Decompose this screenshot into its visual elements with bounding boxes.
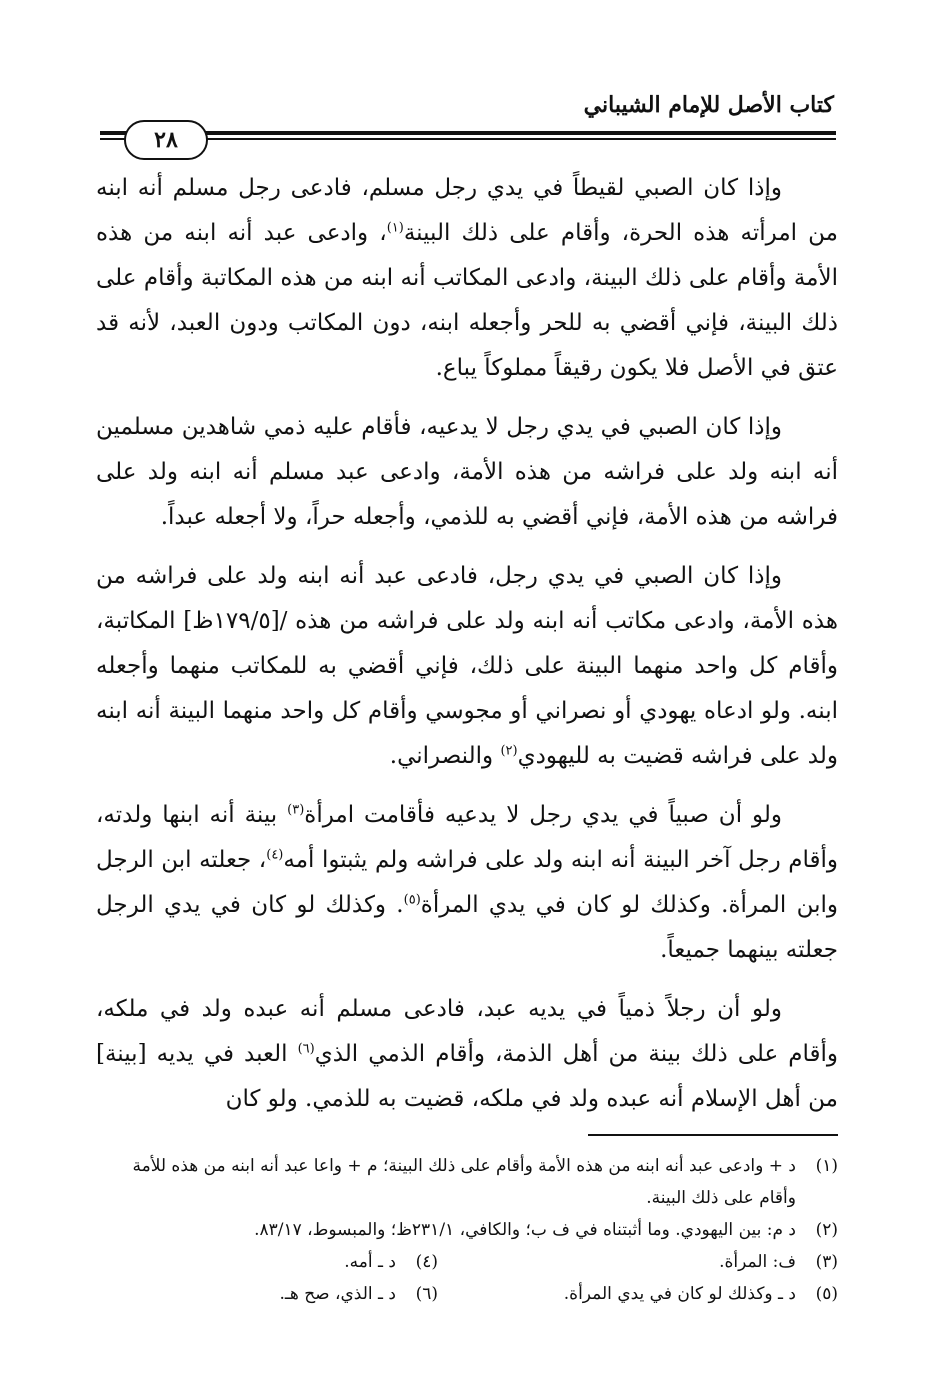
paragraph-4-part-d: . وكذلك لو كان في يدي الرجل جعلته بينهما جميعاً. <box>96 892 838 963</box>
paragraph-4-part-a: ولو أن صبياً في يدي رجل لا يدعيه فأقامت امرأة <box>304 802 782 828</box>
footnote-ref-6: (٦) <box>297 1041 315 1057</box>
footnote-ref-4: (٤) <box>266 847 284 863</box>
footnote-text: د ـ وكذلك لو كان في يدي المرأة. <box>563 1284 796 1304</box>
paragraph-1-part-b: ، وادعى عبد أنه ابنه من هذه الأمة وأقام على ذلك البينة، وادعى المكاتب أنه ابنه من هذه المكاتبة وأقام على ذلك البينة، فإني أقضي به للحر وأجعله ابنه، دون المكاتب ودون العبد، لأنه قد عتق في الأصل فلا يكون رقيقاً مملوكاً يباع. <box>96 220 838 381</box>
footnote-5 <box>498 1278 838 1310</box>
footnote-ref-1: (١) <box>386 220 404 236</box>
footnote-text: د م: بين اليهودي. وما أثبتناه في ف ب؛ والكافي، ٢٣١/١ظ؛ والمبسوط، ٨٣/١٧. <box>254 1220 796 1240</box>
footnote-text: د + وادعى عبد أنه ابنه من هذه الأمة وأقام على ذلك البينة؛ م + واعا عبد أنه ابنه من هذه للأمة وأقام على ذلك البينة. <box>132 1156 796 1208</box>
footnote-row-5-6 <box>96 1278 838 1310</box>
running-title: كتاب الأصل للإمام الشيباني <box>583 92 834 118</box>
footnote-ref-3: (٣) <box>287 802 305 818</box>
paragraph-3 <box>96 554 838 779</box>
header-rule-thin <box>100 138 836 140</box>
footnote-number: (١) <box>815 1156 838 1176</box>
footnote-ref-2: (٢) <box>500 743 518 759</box>
footnote-text: ف: المرأة. <box>719 1252 796 1272</box>
footnote-number: (٢) <box>815 1220 838 1240</box>
paragraph-2: وإذا كان الصبي في يدي رجل لا يدعيه، فأقام عليه ذمي شاهدين مسلمين أنه ابنه ولد على فراشه من هذه الأمة، وادعى عبد مسلم أنه ابنه ولد على فراشه من هذه الأمة، فإني أقضي به للذمي، وأجعله حراً، ولا أجعله عبداً. <box>96 414 838 530</box>
footnote-number: (٥) <box>815 1284 838 1304</box>
paragraph-5-part-b: العبد في يديه [بينة] من أهل الإسلام أنه عبده ولد في ملكه، قضيت به للذمي. ولو كان <box>96 1041 838 1112</box>
footnotes <box>96 1150 838 1310</box>
page-number <box>124 120 208 160</box>
footnote-number: (٦) <box>415 1284 438 1304</box>
paragraph-3-part-a: وإذا كان الصبي في يدي رجل، فادعى عبد أنه ابنه ولد على فراشه من هذه الأمة، وادعى مكاتب أنه ابنه ولد على فراشه من هذه /[١٧٩/٥ظ] المكاتبة، وأقام كل واحد منهما البينة على ذلك، فإني أقضي به للمكاتب منهما وأجعله ابنه. ولو ادعاه يهودي أو نصراني أو مجوسي وأقام كل واحد منهما البينة أنه ابنه ولد على فراشه قضيت به لليهودي <box>96 563 838 769</box>
footnote-text: د ـ أمه. <box>344 1252 396 1272</box>
footnote-6 <box>279 1278 438 1310</box>
footnote-3 <box>498 1246 838 1278</box>
main-text <box>96 166 838 1136</box>
paragraph-4 <box>96 793 838 973</box>
paragraph-5 <box>96 987 838 1122</box>
footnote-text: د ـ الذي، صح هـ. <box>279 1284 396 1304</box>
header-rule-thick <box>100 131 836 135</box>
paragraph-1 <box>96 166 838 391</box>
footnote-separator <box>588 1134 838 1136</box>
page-number-text: ٢٨ <box>154 127 178 153</box>
paragraph-4-part-b: بينة أنه ابنها ولدته، وأقام رجل آخر البينة أنه ابنه ولد على فراشه ولم يثبتوا أمه <box>96 802 838 873</box>
paragraph-4-part-c: ، جعلته ابن الرجل وابن المرأة. وكذلك لو كان في يدي المرأة <box>96 847 838 918</box>
footnote-row-3-4 <box>96 1246 838 1278</box>
footnote-2 <box>96 1214 838 1246</box>
footnote-number: (٤) <box>415 1252 438 1272</box>
paragraph-3-part-b: والنصراني. <box>389 743 501 769</box>
footnote-number: (٣) <box>815 1252 838 1272</box>
paragraph-5-part-a: ولو أن رجلاً ذمياً في يديه عبد، فادعى مسلم أنه عبده ولد في ملكه، وأقام على ذلك بينة من أهل الذمة، وأقام الذمي الذي <box>96 996 838 1067</box>
footnote-ref-5: (٥) <box>403 892 421 908</box>
footnote-4 <box>344 1246 438 1278</box>
paragraph-1-part-a: وإذا كان الصبي لقيطاً في يدي رجل مسلم، فادعى رجل مسلم أنه ابنه من امرأته هذه الحرة، وأقام على ذلك البينة <box>96 175 838 246</box>
footnote-1 <box>96 1150 838 1214</box>
